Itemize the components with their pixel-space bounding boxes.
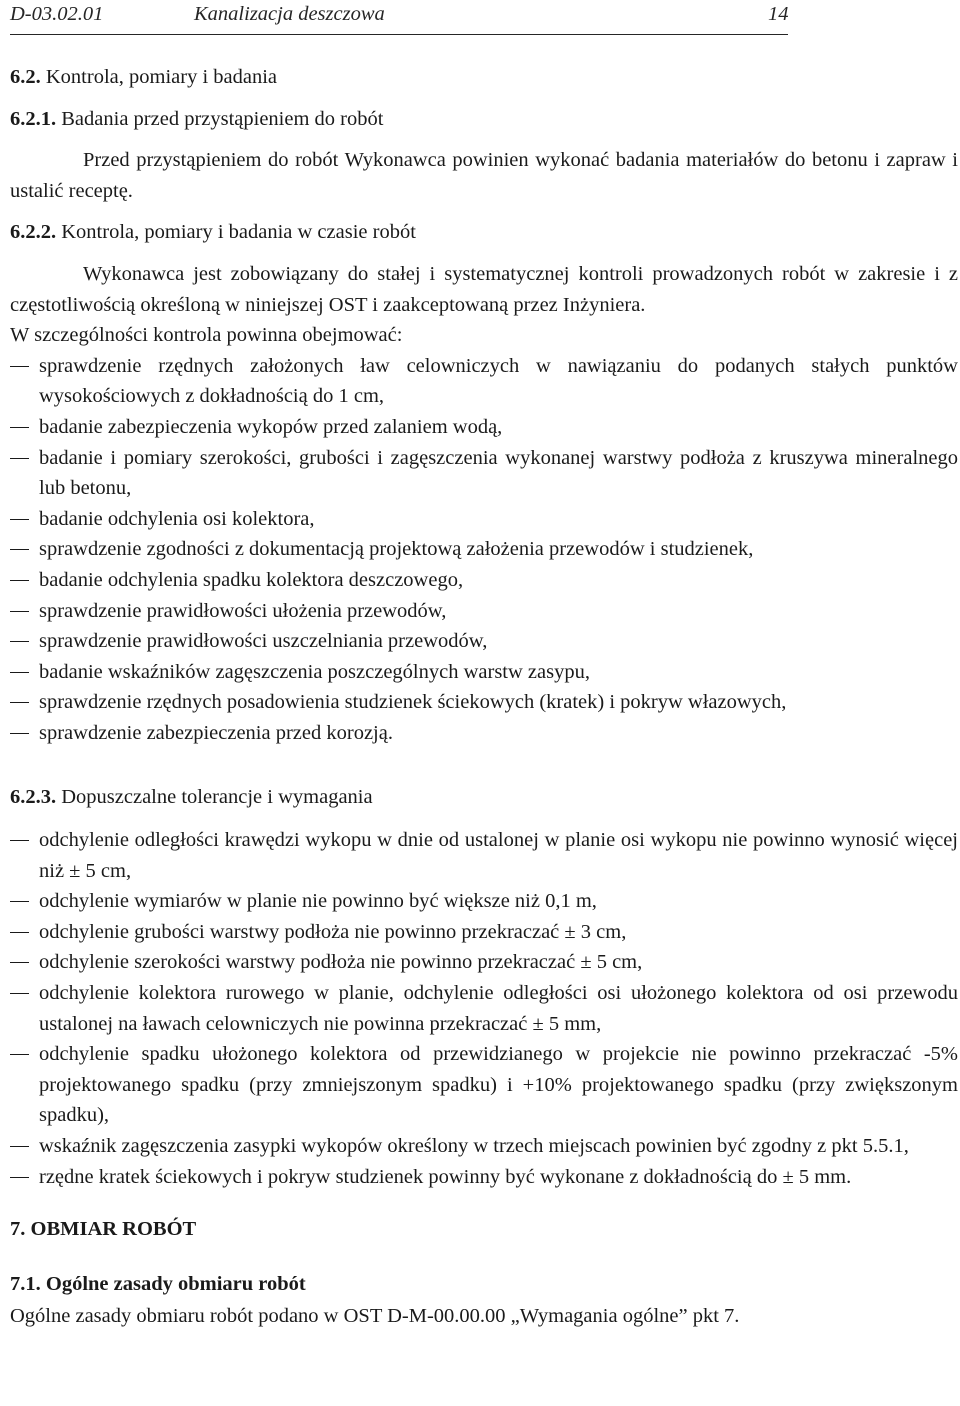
header-rule bbox=[10, 34, 788, 35]
section-title: Dopuszczalne tolerancje i wymagania bbox=[61, 786, 373, 809]
list-item-text: rzędne kratek ściekowych i pokryw studzienek powinny być wykonane z dokładnością do ± 5 mm. bbox=[39, 1165, 852, 1188]
list-item-text: odchylenie spadku ułożonego kolektora od przewidzianego w projekcie nie powinno przekraczać -5% projektowanego spadku (przy zmniejszonym spadku) i +10% projektowanego spadku (przy zwiększonym spadku), bbox=[39, 1043, 958, 1127]
list-item bbox=[10, 1039, 958, 1131]
section-title: Kontrola, pomiary i badania bbox=[45, 66, 278, 88]
paragraph-6-2-2-intro: W szczególności kontrola powinna obejmować: bbox=[10, 324, 403, 347]
list-item-text: sprawdzenie rzędnych posadowienia studzienek ściekowych (kratek) i pokryw włazowych, bbox=[39, 691, 787, 714]
chapter-heading-7: 7. OBMIAR ROBÓT bbox=[10, 1218, 197, 1241]
list-item bbox=[10, 718, 958, 749]
dash-bullet-icon bbox=[10, 1177, 29, 1178]
list-item-text: sprawdzenie zgodności z dokumentacją projektową założenia przewodów i studzienek, bbox=[39, 538, 754, 561]
list-item bbox=[10, 947, 958, 978]
dash-bullet-icon bbox=[10, 962, 29, 963]
dash-bullet-icon bbox=[10, 993, 29, 994]
dash-bullet-icon bbox=[10, 519, 29, 520]
dash-bullet-icon bbox=[10, 733, 29, 734]
list-item-text: sprawdzenie prawidłowości ułożenia przewodów, bbox=[39, 599, 447, 622]
list-item-text: badanie wskaźników zagęszczenia poszczególnych warstw zasypu, bbox=[39, 660, 590, 683]
list-item-text: odchylenie wymiarów w planie nie powinno być większe niż 0,1 m, bbox=[39, 890, 597, 913]
list-item bbox=[10, 1131, 958, 1162]
section-heading-6-2 bbox=[10, 62, 958, 93]
list-item-text: badanie i pomiary szerokości, grubości i zagęszczenia wykonanej warstwy podłoża z kruszywa mineralnego lub betonu, bbox=[39, 446, 958, 500]
section-number: 6.2.1. bbox=[10, 107, 57, 130]
dash-bullet-icon bbox=[10, 580, 29, 581]
section-title: Kontrola, pomiary i badania w czasie robót bbox=[61, 221, 416, 244]
list-item bbox=[10, 978, 958, 1039]
list-item bbox=[10, 886, 958, 917]
dash-bullet-icon bbox=[10, 702, 29, 703]
dash-bullet-icon bbox=[10, 932, 29, 933]
paragraph-7-1: Ogólne zasady obmiaru robót podano w OST D-M-00.00.00 „Wymagania ogólne” pkt 7. bbox=[10, 1305, 740, 1328]
list-item bbox=[10, 596, 958, 627]
document-code: D-03.02.01 bbox=[10, 3, 104, 25]
dash-bullet-icon bbox=[10, 549, 29, 550]
list-item bbox=[10, 504, 958, 535]
paragraph-6-2-1: Przed przystąpieniem do robót Wykonawca powinien wykonać badania materiałów do betonu i zapraw i ustalić receptę. bbox=[10, 149, 958, 202]
list-item-text: odchylenie kolektora rurowego w planie, odchylenie odległości osi ułożonego kolektora od osi przewodu ustalonej na ławach celowniczych nie powinna przekraczać ± 5 mm, bbox=[39, 982, 958, 1035]
list-item bbox=[10, 917, 958, 948]
list-item bbox=[10, 626, 958, 657]
list-item-text: odchylenie szerokości warstwy podłoża nie powinno przekraczać ± 5 cm, bbox=[39, 951, 643, 974]
section-heading-6-2-1 bbox=[10, 104, 958, 135]
control-list bbox=[10, 351, 958, 749]
dash-bullet-icon bbox=[10, 641, 29, 642]
dash-bullet-icon bbox=[10, 611, 29, 612]
list-item-text: badanie zabezpieczenia wykopów przed zalaniem wodą, bbox=[39, 415, 503, 438]
list-item bbox=[10, 1162, 958, 1193]
section-title: Badania przed przystąpieniem do robót bbox=[61, 107, 384, 130]
section-number: 6.2. bbox=[10, 66, 41, 88]
list-item-text: badanie odchylenia spadku kolektora deszczowego, bbox=[39, 568, 464, 591]
paragraph-6-2-2: Wykonawca jest zobowiązany do stałej i systematycznej kontroli prowadzonych robót w zakresie i z częstotliwością określoną w niniejszej OST i zaakceptowaną przez Inżyniera. bbox=[10, 262, 958, 316]
section-heading-7-1: 7.1. Ogólne zasady obmiaru robót bbox=[10, 1272, 306, 1295]
list-item-text: badanie odchylenia osi kolektora, bbox=[39, 507, 315, 530]
list-item-text: odchylenie grubości warstwy podłoża nie powinno przekraczać ± 3 cm, bbox=[39, 920, 627, 943]
section-number: 6.2.2. bbox=[10, 221, 57, 244]
list-item bbox=[10, 443, 958, 504]
list-item-text: sprawdzenie rzędnych założonych ław celowniczych w nawiązaniu do podanych stałych punktów wysokościowych z dokładnością do 1 cm, bbox=[39, 354, 958, 408]
section-heading-6-2-3 bbox=[10, 782, 958, 813]
dash-bullet-icon bbox=[10, 458, 29, 459]
list-item-text: wskaźnik zagęszczenia zasypki wykopów określony w trzech miejscach powinien być zgodny z pkt 5.5.1, bbox=[39, 1135, 909, 1157]
page-number: 14 bbox=[768, 3, 789, 25]
page-header bbox=[10, 0, 958, 40]
section-number: 6.2.3. bbox=[10, 786, 57, 809]
list-item bbox=[10, 565, 958, 596]
section-heading-6-2-2 bbox=[10, 217, 958, 248]
dash-bullet-icon bbox=[10, 427, 29, 428]
list-item bbox=[10, 657, 958, 688]
document-page bbox=[10, 0, 958, 1332]
tolerance-list bbox=[10, 825, 958, 1192]
list-item-text: sprawdzenie prawidłowości uszczelniania przewodów, bbox=[39, 630, 488, 653]
list-item bbox=[10, 412, 958, 443]
dash-bullet-icon bbox=[10, 901, 29, 902]
dash-bullet-icon bbox=[10, 672, 29, 673]
list-item bbox=[10, 534, 958, 565]
dash-bullet-icon bbox=[10, 1146, 29, 1147]
dash-bullet-icon bbox=[10, 366, 29, 367]
list-item bbox=[10, 687, 958, 718]
list-item-text: sprawdzenie zabezpieczenia przed korozją. bbox=[39, 721, 393, 744]
dash-bullet-icon bbox=[10, 840, 29, 841]
document-title: Kanalizacja deszczowa bbox=[194, 3, 385, 25]
list-item-text: odchylenie odległości krawędzi wykopu w dnie od ustalonej w planie osi wykopu nie powinno wynosić więcej niż ± 5 cm, bbox=[39, 829, 958, 882]
dash-bullet-icon bbox=[10, 1054, 29, 1055]
list-item bbox=[10, 351, 958, 412]
list-item bbox=[10, 825, 958, 886]
